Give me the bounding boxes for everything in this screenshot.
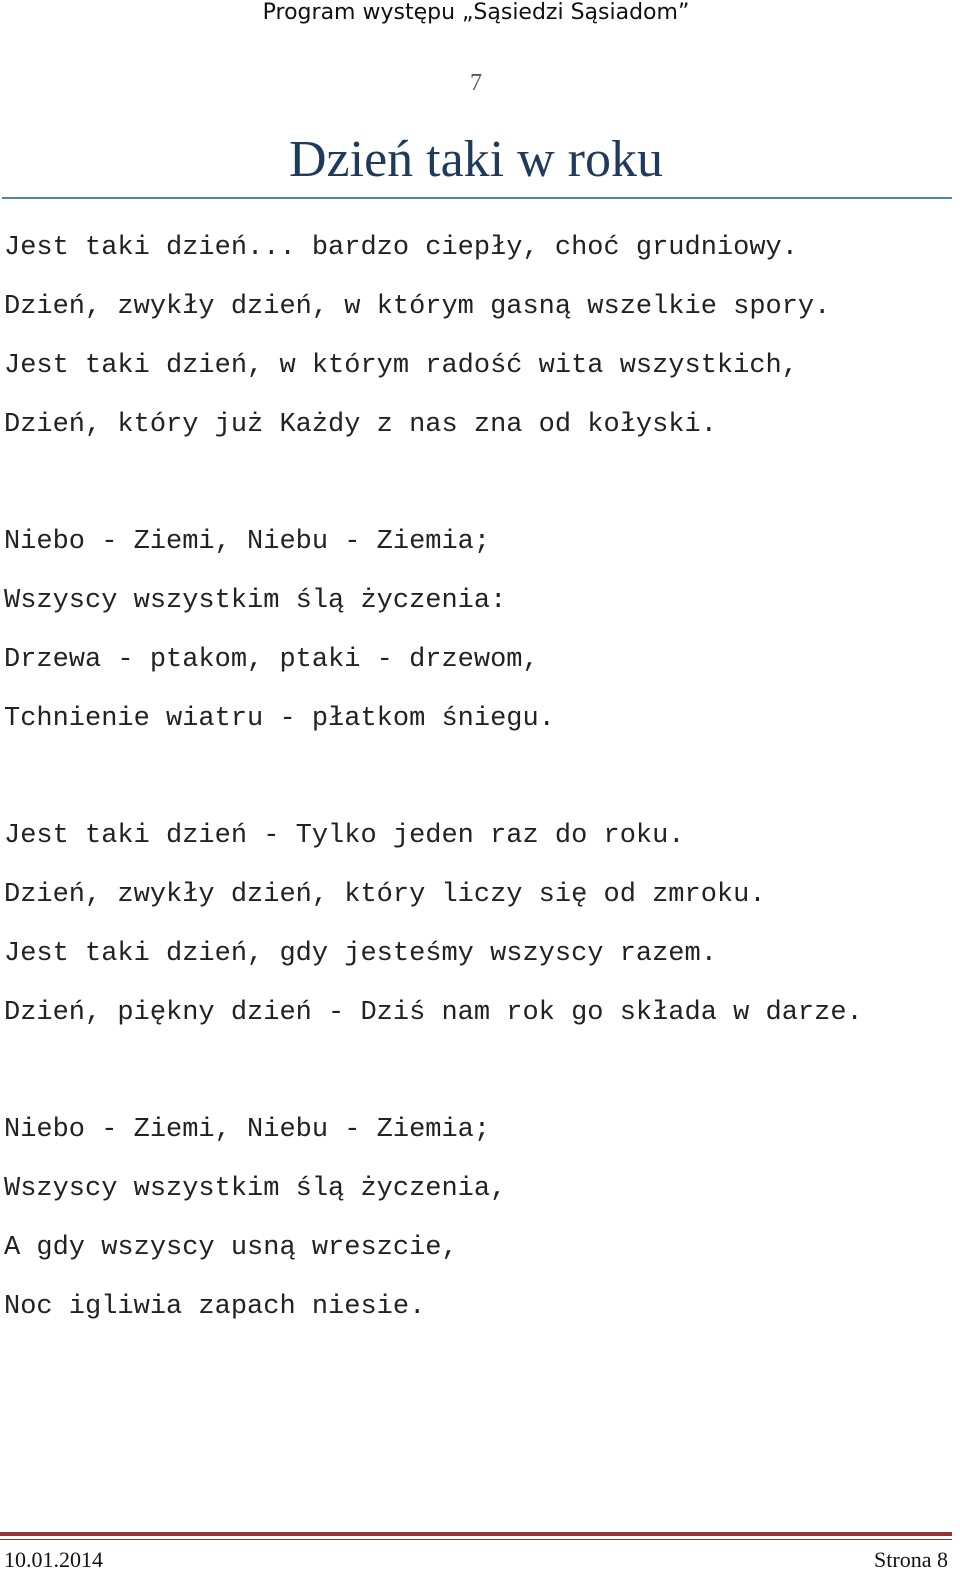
- lyric-line: Wszyscy wszystkim ślą życzenia:: [4, 586, 507, 616]
- lyric-line: Jest taki dzień - Tylko jeden raz do roku.: [4, 821, 685, 851]
- lyric-line: Dzień, zwykły dzień, w którym gasną wszelkie spory.: [4, 292, 831, 322]
- lyric-line: Dzień, który już Każdy z nas zna od kołyski.: [4, 410, 717, 440]
- lyric-line: Jest taki dzień... bardzo ciepły, choć grudniowy.: [4, 233, 798, 263]
- footer-date: 10.01.2014: [4, 1547, 103, 1572]
- lyric-line: Niebo - Ziemi, Niebu - Ziemia;: [4, 1115, 491, 1145]
- page-number: 7: [470, 70, 482, 96]
- lyric-line: Drzewa - ptakom, ptaki - drzewom,: [4, 645, 539, 675]
- footer-rule: [0, 1532, 952, 1536]
- footer-page-label: Strona 8: [874, 1547, 948, 1572]
- lyric-line: Dzień, zwykły dzień, który liczy się od zmroku.: [4, 880, 766, 910]
- lyric-line: Dzień, piękny dzień - Dziś nam rok go składa w darze.: [4, 998, 863, 1028]
- lyric-line: Jest taki dzień, gdy jesteśmy wszyscy razem.: [4, 939, 717, 969]
- header-title: Program występu „Sąsiedzi Sąsiadom”: [262, 0, 690, 25]
- lyric-line: Tchnienie wiatru - płatkom śniegu.: [4, 704, 555, 734]
- lyric-line: Niebo - Ziemi, Niebu - Ziemia;: [4, 527, 491, 557]
- lyric-line: Jest taki dzień, w którym radość wita wszystkich,: [4, 351, 798, 381]
- lyric-line: Wszyscy wszystkim ślą życzenia,: [4, 1174, 507, 1204]
- lyric-line: A gdy wszyscy usną wreszcie,: [4, 1233, 458, 1263]
- footer-rule-thin: [0, 1539, 952, 1540]
- title-underline: [2, 197, 952, 199]
- lyric-line: Noc igliwia zapach niesie.: [4, 1292, 426, 1322]
- song-title: Dzień taki w roku: [288, 131, 663, 188]
